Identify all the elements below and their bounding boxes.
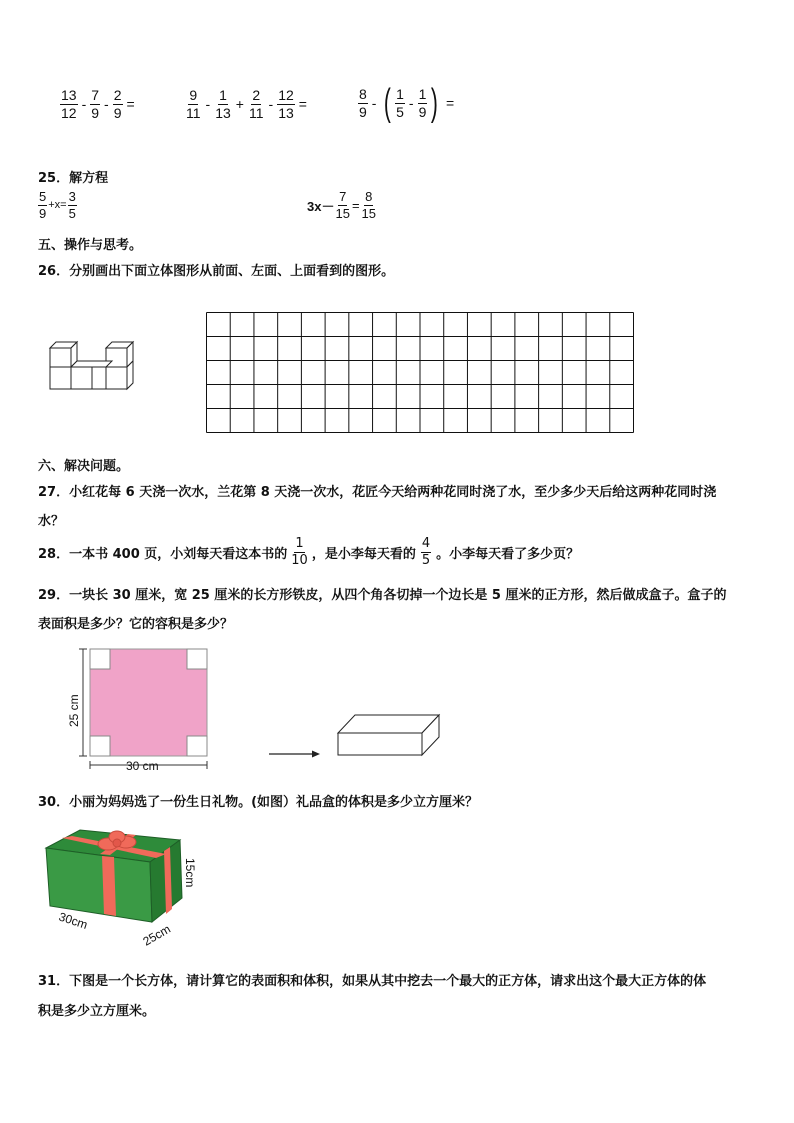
fraction: $\frac{8}{15}$: [361, 189, 376, 221]
width-label: 30 cm: [126, 759, 159, 773]
expression-1: [60, 88, 139, 120]
fraction: $\frac{12}{13}$: [278, 87, 294, 121]
q31-text-line2: 积是多少立方厘米。: [38, 1004, 156, 1019]
cube-stack-figure: [44, 334, 136, 402]
equation-prefix: 3x－: [307, 198, 335, 214]
fraction: $\frac{8}{9}$: [359, 85, 367, 120]
fraction: $\frac{3}{5}$: [68, 189, 76, 221]
fraction: $\frac{4}{5}$: [421, 536, 431, 568]
equals: =: [298, 96, 307, 113]
expression-3: [358, 84, 458, 122]
operator: -: [268, 96, 274, 113]
q29-text-line1: 29．一块长 30 厘米，宽 25 厘米的长方形铁皮，从四个角各切掉一个边长是 5 厘米的正方形，然后做成盒子。盒子的: [38, 588, 727, 603]
fraction: $\frac{7}{9}$: [91, 87, 100, 121]
q30-text: 30．小丽为妈妈选了一份生日礼物。(如图）礼品盒的体积是多少立方厘米？: [38, 795, 479, 810]
corner-square: [90, 649, 110, 669]
operator: +: [235, 96, 244, 113]
gift-box-figure: [40, 828, 220, 953]
left-paren-icon: (: [384, 82, 392, 124]
fraction: $\frac{1}{10}$: [291, 536, 308, 568]
operator: -: [408, 95, 414, 111]
fraction: $\frac{2}{9}$: [113, 87, 122, 121]
sheet-cutout-figure: [66, 645, 456, 775]
operator: -: [104, 96, 109, 113]
equation-2: [307, 190, 377, 220]
corner-square: [90, 736, 110, 756]
equals: =: [446, 95, 455, 111]
q27-text-line2: 水？: [38, 514, 65, 529]
height-label: 15cm: [183, 858, 197, 888]
expression-2: [185, 88, 311, 120]
width-label: 25cm: [140, 921, 173, 949]
operator: -: [205, 96, 211, 113]
equation-1: [38, 190, 77, 220]
height-label: 25 cm: [67, 694, 81, 727]
arrow-head-icon: [312, 751, 320, 758]
fraction: $\frac{9}{11}$: [186, 87, 201, 121]
fraction: $\frac{1}{9}$: [418, 85, 427, 120]
length-label: 30cm: [57, 909, 90, 932]
fraction: $\frac{13}{12}$: [61, 87, 77, 121]
q28-prefix: 28．一本书 400 页，小刘每天看这本书的: [38, 546, 288, 562]
q28-middle: ，是小李每天看的: [311, 546, 416, 562]
drawing-grid: [206, 312, 634, 433]
corner-square: [187, 736, 207, 756]
fraction: $\frac{1}{5}$: [396, 85, 404, 120]
q28-text: [38, 537, 579, 567]
corner-square: [187, 649, 207, 669]
q31-text-line1: 31．下图是一个长方体，请计算它的表面积和体积，如果从其中挖去一个最大的正方体，请求出这个最大正方体的体: [38, 974, 707, 989]
fraction: $\frac{2}{11}$: [248, 87, 264, 121]
q29-text-line2: 表面积是多少？它的容积是多少？: [38, 617, 234, 632]
equals: =: [126, 96, 135, 113]
section-6-heading: 六、解决问题。: [38, 459, 130, 474]
q28-suffix: 。小李每天看了多少页？: [436, 546, 580, 562]
operator: -: [371, 95, 377, 111]
fraction: $\frac{1}{13}$: [215, 87, 231, 121]
fraction: $\frac{7}{15}$: [335, 189, 350, 221]
operator: -: [81, 96, 87, 113]
q26-text: 26．分别画出下面立体图形从前面、左面、上面看到的图形。: [38, 264, 395, 279]
equation-middle: +x=: [48, 199, 67, 212]
q27-text-line1: 27．小红花每 6 天浇一次水，兰花第 8 天浇一次水，花匠今天给两种花同时浇了水，至少多少天后给这两种花同时浇: [38, 485, 717, 500]
section-5-heading: 五、操作与思考。: [38, 238, 143, 253]
open-box-icon: [338, 715, 439, 755]
fraction: $\frac{5}{9}$: [39, 189, 47, 221]
q25-title: 25．解方程: [38, 171, 109, 186]
equation-middle: =: [351, 197, 360, 213]
right-paren-icon: ): [431, 82, 439, 124]
